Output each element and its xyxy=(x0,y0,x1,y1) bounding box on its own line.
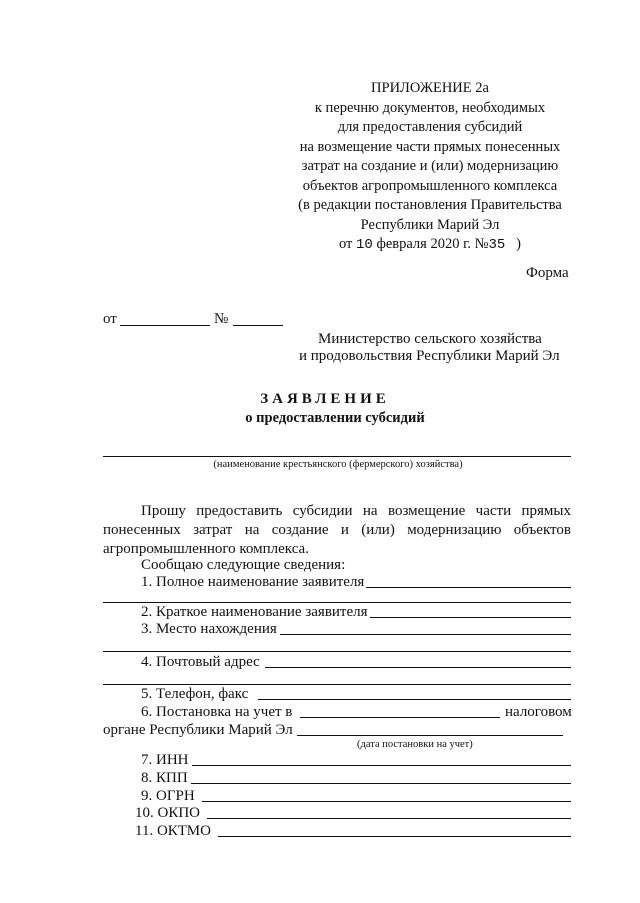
decree-number: 35 xyxy=(488,237,506,253)
info-intro: Сообщаю следующие сведения: xyxy=(141,557,346,573)
field-okpo-label: 10. ОКПО xyxy=(135,805,201,821)
from-number-label: № xyxy=(214,311,229,327)
field-tax-registration-date-line[interactable] xyxy=(300,717,500,718)
field-inn-line[interactable] xyxy=(192,765,571,766)
from-date-label: от xyxy=(103,311,117,327)
field-tax-registration-label: 6. Постановка на учет в xyxy=(141,704,293,720)
appendix-line: Республики Марий Эл xyxy=(360,216,500,233)
field-tax-registration-caption: (дата постановки на учет) xyxy=(357,739,473,750)
recipient-line-1: Министерство сельского хозяйства xyxy=(318,331,542,347)
date-day: 10 xyxy=(356,237,373,253)
field-ogrn-label: 9. ОГРН xyxy=(141,788,195,804)
field-short-name-line[interactable] xyxy=(370,617,571,618)
appendix-line: объектов агропромышленного комплекса xyxy=(302,177,558,194)
field-inn-label: 7. ИНН xyxy=(141,752,189,768)
field-tax-authority-label: органе Республики Марий Эл xyxy=(103,722,293,738)
recipient-line-2: и продовольствия Республики Марий Эл xyxy=(299,348,560,364)
field-tax-authority-line[interactable] xyxy=(297,735,563,736)
field-kpp-line[interactable] xyxy=(191,783,571,784)
farm-name-line xyxy=(103,456,571,457)
field-postal-address-line[interactable] xyxy=(265,667,571,668)
close-paren: ) xyxy=(516,236,522,252)
appendix-line: (в редакции постановления Правительства xyxy=(298,197,562,213)
appendix-line: к перечню документов, необходимых xyxy=(314,99,546,116)
field-kpp-label: 8. КПП xyxy=(141,770,188,786)
from-number-line xyxy=(233,325,283,326)
document-title: ЗАЯВЛЕНИЕ xyxy=(260,391,390,407)
request-paragraph: Прошу предоставить субсидии на возмещение части прямых понесенных затрат на создание и (или) модернизацию объектов агропромышленного комплекса. xyxy=(103,503,571,557)
farm-name-caption: (наименование крестьянского (фермерского) хозяйства) xyxy=(213,459,463,470)
field-oktmo-label: 11. ОКТМО xyxy=(135,823,211,839)
appendix-line: затрат на создание и (или) модернизацию xyxy=(301,158,559,174)
field-location-line-2[interactable] xyxy=(103,651,571,652)
appendix-header xyxy=(240,79,620,256)
form-label: Форма xyxy=(526,265,569,281)
from-date-line xyxy=(120,325,210,326)
field-short-name-label: 2. Краткое наименование заявителя xyxy=(141,604,368,620)
appendix-date-line xyxy=(240,235,620,256)
field-postal-address-label: 4. Почтовый адрес xyxy=(141,654,260,670)
field-ogrn-line[interactable] xyxy=(202,801,571,802)
field-location-label: 3. Место нахождения xyxy=(141,621,277,637)
document-subtitle: о предоставлении субсидий xyxy=(245,410,425,426)
field-phone-fax-line[interactable] xyxy=(258,699,571,700)
field-phone-fax-label: 5. Телефон, факс xyxy=(141,686,249,702)
appendix-line: на возмещение части прямых понесенных xyxy=(299,138,561,155)
date-month-year: февраля 2020 г. № xyxy=(376,236,489,252)
field-location-line[interactable] xyxy=(280,634,571,635)
field-okpo-line[interactable] xyxy=(207,818,571,819)
field-full-name-label: 1. Полное наименование заявителя xyxy=(141,574,365,590)
field-tax-registration-label-2: налоговом xyxy=(505,704,572,720)
appendix-line: для предоставления субсидий xyxy=(337,119,523,135)
date-prefix: от xyxy=(338,236,353,252)
appendix-line: ПРИЛОЖЕНИЕ 2а xyxy=(371,80,489,96)
field-oktmo-line[interactable] xyxy=(218,836,571,837)
field-full-name-line[interactable] xyxy=(366,587,571,588)
